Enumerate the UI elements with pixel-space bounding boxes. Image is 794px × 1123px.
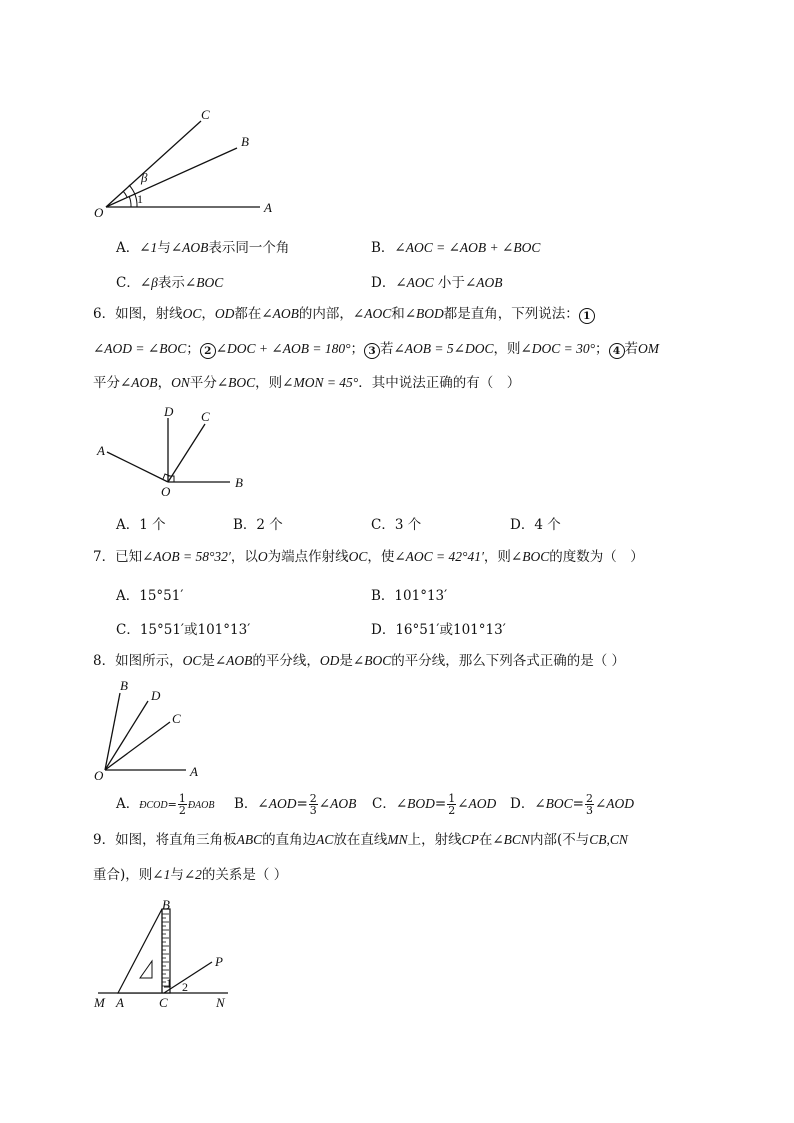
- label-a: A: [97, 443, 105, 458]
- label-b: B: [235, 475, 243, 490]
- label-p: P: [215, 954, 223, 969]
- q7-option-d[interactable]: D．16°51′或101°13′: [371, 622, 506, 638]
- fraction: $\frac{2}{3}$: [585, 792, 593, 817]
- label-o: O: [94, 205, 104, 220]
- fraction: $\frac{2}{3}$: [309, 792, 317, 817]
- label-beta: β: [141, 170, 148, 185]
- q6-option-c[interactable]: C．3 个: [371, 517, 422, 533]
- q7-option-c[interactable]: C．15°51′或101°13′: [116, 622, 251, 638]
- q8-option-b[interactable]: B．∠AOD= $\frac{2}{3}$ ∠AOB: [234, 792, 357, 817]
- q6-stem-line1: 6．如图，射线OC，OD都在∠AOB的内部，∠AOC和∠BOD都是直角，下列说法： 1: [93, 305, 595, 324]
- label-a: A: [116, 995, 124, 1010]
- circled-number-4: 4: [609, 343, 625, 359]
- label-d: D: [164, 404, 174, 419]
- q5-option-c[interactable]: C．∠β表示∠BOC: [116, 275, 224, 291]
- label-a: A: [264, 200, 272, 215]
- q9-stem-line2: 重合)，则∠1与∠2的关系是（ ）: [93, 867, 288, 883]
- label-b: B: [120, 678, 128, 693]
- q8-option-d[interactable]: D．∠BOC= $\frac{2}{3}$ ∠AOD: [510, 792, 635, 817]
- label-o: O: [161, 484, 171, 499]
- circled-number-3: 3: [364, 343, 380, 359]
- label-o: O: [94, 768, 104, 783]
- label-c: C: [201, 409, 210, 424]
- label-angle-2: 2: [182, 980, 188, 994]
- label-c: C: [201, 107, 210, 122]
- label-c: C: [172, 711, 181, 726]
- q5-option-b[interactable]: B．∠AOC = ∠AOB + ∠BOC: [371, 240, 541, 256]
- q6-option-d[interactable]: D．4 个: [510, 517, 561, 533]
- q7-stem: 7．已知∠AOB = 58°32′，以O为端点作射线OC，使∠AOC = 42°41′，则∠BOC的度数为（ ）: [93, 549, 644, 565]
- q8-option-c[interactable]: C．∠BOD= $\frac{1}{2}$ ∠AOD: [372, 792, 497, 817]
- label-b: B: [162, 897, 170, 912]
- fraction: $\frac{1}{2}$: [178, 792, 186, 817]
- q8-stem: 8．如图所示，OC是∠AOB的平分线，OD是∠BOC的平分线，那么下列各式正确的是（ ）: [93, 653, 626, 669]
- q5-option-a[interactable]: A．∠1与∠AOB表示同一个角: [116, 240, 290, 256]
- label-m: M: [94, 995, 105, 1010]
- label-b: B: [241, 134, 249, 149]
- fraction: $\frac{1}{2}$: [448, 792, 456, 817]
- q8-option-a[interactable]: A．ÐCOD= $\frac{1}{2}$ ÐAOB: [116, 792, 215, 817]
- q5-option-d[interactable]: D．∠AOC 小于∠AOB: [371, 275, 503, 291]
- label-c: C: [159, 995, 168, 1010]
- label-n: N: [216, 995, 225, 1010]
- circled-number-2: 2: [200, 343, 216, 359]
- label-angle-1: 1: [166, 976, 172, 990]
- q6-stem-line2: ∠AOD = ∠BOC； 2 ∠DOC + ∠AOB = 180°； 3 若∠AOB = 5∠DOC，则∠DOC = 30°； 4 若OM: [93, 341, 660, 357]
- label-d: D: [151, 688, 161, 703]
- q6-option-a[interactable]: A．1 个: [116, 517, 166, 533]
- q7-option-a[interactable]: A．15°51′: [116, 588, 184, 604]
- q7-option-b[interactable]: B．101°13′: [371, 588, 448, 604]
- q9-stem-line1: 9．如图，将直角三角板ABC的直角边AC放在直线MN上，射线CP在∠BCN内部(不与CB,CN: [93, 832, 628, 848]
- circled-number-1: 1: [579, 308, 595, 324]
- label-angle-1: 1: [137, 192, 143, 206]
- q6-option-b[interactable]: B．2 个: [233, 517, 283, 533]
- q6-stem-line3: 平分∠AOB，ON平分∠BOC，则∠MON = 45°．其中说法正确的有（ ）: [93, 375, 521, 391]
- label-a: A: [190, 764, 198, 779]
